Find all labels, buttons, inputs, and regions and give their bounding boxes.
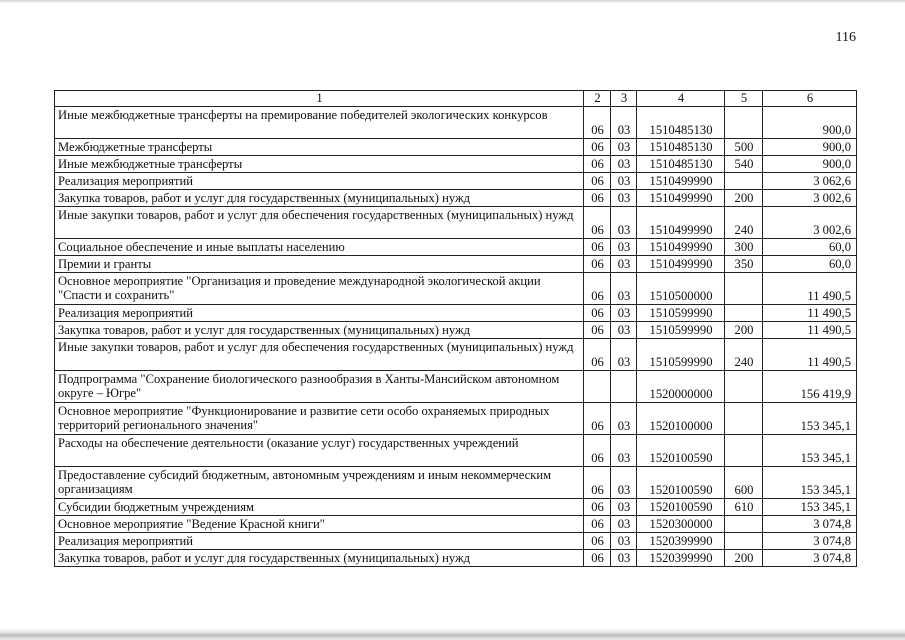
cell-expense-type: 240 <box>725 338 763 370</box>
table-row <box>55 466 857 498</box>
cell-expense-type <box>725 532 763 549</box>
cell-target-article: 1520300000 <box>637 515 725 532</box>
cell-description: Межбюджетные трансферты <box>55 138 584 155</box>
table-row <box>55 370 857 402</box>
cell-amount: 3 074,8 <box>763 532 857 549</box>
table-row <box>55 532 857 549</box>
cell-subsection: 03 <box>611 434 637 466</box>
cell-section: 06 <box>584 206 611 238</box>
cell-target-article: 1510500000 <box>637 272 725 304</box>
cell-subsection: 03 <box>611 138 637 155</box>
cell-expense-type: 350 <box>725 255 763 272</box>
cell-description: Закупка товаров, работ и услуг для государственных (муниципальных) нужд <box>55 549 584 566</box>
cell-amount: 900,0 <box>763 106 857 138</box>
cell-section: 06 <box>584 255 611 272</box>
cell-section: 06 <box>584 498 611 515</box>
cell-description: Иные закупки товаров, работ и услуг для обеспечения государственных (муниципальных) нужд <box>55 206 584 238</box>
header-col-6: 6 <box>763 91 857 107</box>
cell-expense-type <box>725 370 763 402</box>
table-row <box>55 138 857 155</box>
cell-target-article: 1510499990 <box>637 238 725 255</box>
cell-target-article: 1510485130 <box>637 138 725 155</box>
table-row <box>55 338 857 370</box>
table-row <box>55 498 857 515</box>
cell-subsection <box>611 370 637 402</box>
header-col-4: 4 <box>637 91 725 107</box>
cell-amount: 11 490,5 <box>763 272 857 304</box>
cell-subsection: 03 <box>611 321 637 338</box>
cell-section: 06 <box>584 532 611 549</box>
cell-expense-type: 610 <box>725 498 763 515</box>
cell-target-article: 1510499990 <box>637 189 725 206</box>
table-row <box>55 206 857 238</box>
page-number: 116 <box>835 30 856 45</box>
cell-description: Основное мероприятие "Организация и проведение международной экологической акции "Спасти и сохранить" <box>55 272 584 304</box>
table-row <box>55 238 857 255</box>
cell-section: 06 <box>584 515 611 532</box>
table-row <box>55 255 857 272</box>
cell-target-article: 1520000000 <box>637 370 725 402</box>
header-col-1: 1 <box>55 91 584 107</box>
cell-description: Основное мероприятие "Ведение Красной книги" <box>55 515 584 532</box>
cell-target-article: 1510499990 <box>637 255 725 272</box>
cell-description: Субсидии бюджетным учреждениям <box>55 498 584 515</box>
cell-expense-type <box>725 304 763 321</box>
cell-description: Реализация мероприятий <box>55 304 584 321</box>
cell-description: Социальное обеспечение и иные выплаты населению <box>55 238 584 255</box>
table-row <box>55 434 857 466</box>
cell-amount: 153 345,1 <box>763 402 857 434</box>
cell-amount: 11 490,5 <box>763 338 857 370</box>
cell-target-article: 1510499990 <box>637 206 725 238</box>
cell-expense-type <box>725 515 763 532</box>
cell-target-article: 1520100590 <box>637 434 725 466</box>
cell-expense-type: 300 <box>725 238 763 255</box>
cell-description: Закупка товаров, работ и услуг для государственных (муниципальных) нужд <box>55 321 584 338</box>
cell-target-article: 1520100590 <box>637 466 725 498</box>
header-col-2: 2 <box>584 91 611 107</box>
cell-description: Иные межбюджетные трансферты на премирование победителей экологических конкурсов <box>55 106 584 138</box>
cell-target-article: 1510599990 <box>637 321 725 338</box>
table-row <box>55 321 857 338</box>
table-row <box>55 155 857 172</box>
cell-subsection: 03 <box>611 338 637 370</box>
cell-expense-type: 200 <box>725 189 763 206</box>
cell-expense-type <box>725 434 763 466</box>
cell-target-article: 1510485130 <box>637 106 725 138</box>
cell-description: Иные закупки товаров, работ и услуг для обеспечения государственных (муниципальных) нужд <box>55 338 584 370</box>
cell-expense-type <box>725 106 763 138</box>
cell-amount: 3 062,6 <box>763 172 857 189</box>
cell-expense-type: 240 <box>725 206 763 238</box>
cell-section: 06 <box>584 321 611 338</box>
cell-subsection: 03 <box>611 238 637 255</box>
cell-subsection: 03 <box>611 155 637 172</box>
cell-amount: 153 345,1 <box>763 498 857 515</box>
cell-description: Расходы на обеспечение деятельности (оказание услуг) государственных учреждений <box>55 434 584 466</box>
cell-target-article: 1520100590 <box>637 498 725 515</box>
cell-expense-type <box>725 172 763 189</box>
cell-description: Закупка товаров, работ и услуг для государственных (муниципальных) нужд <box>55 189 584 206</box>
cell-subsection: 03 <box>611 515 637 532</box>
cell-section: 06 <box>584 272 611 304</box>
cell-subsection: 03 <box>611 255 637 272</box>
cell-description: Подпрограмма "Сохранение биологического разнообразия в Ханты-Мансийском автономном округе – Югре" <box>55 370 584 402</box>
scan-bottom-edge <box>0 628 905 640</box>
cell-description: Премии и гранты <box>55 255 584 272</box>
cell-description: Реализация мероприятий <box>55 532 584 549</box>
cell-section: 06 <box>584 434 611 466</box>
cell-subsection: 03 <box>611 304 637 321</box>
cell-section: 06 <box>584 189 611 206</box>
cell-description: Иные межбюджетные трансферты <box>55 155 584 172</box>
cell-section: 06 <box>584 238 611 255</box>
cell-amount: 3 002,6 <box>763 189 857 206</box>
cell-section: 06 <box>584 466 611 498</box>
cell-amount: 60,0 <box>763 255 857 272</box>
cell-amount: 3 074,8 <box>763 549 857 566</box>
cell-expense-type: 500 <box>725 138 763 155</box>
cell-amount: 156 419,9 <box>763 370 857 402</box>
cell-section: 06 <box>584 304 611 321</box>
cell-target-article: 1510599990 <box>637 338 725 370</box>
cell-target-article: 1510485130 <box>637 155 725 172</box>
cell-target-article: 1520100000 <box>637 402 725 434</box>
cell-section: 06 <box>584 549 611 566</box>
cell-subsection: 03 <box>611 498 637 515</box>
cell-section: 06 <box>584 338 611 370</box>
table-row <box>55 515 857 532</box>
cell-amount: 153 345,1 <box>763 466 857 498</box>
scan-top-edge <box>0 0 905 3</box>
table-row <box>55 304 857 321</box>
cell-subsection: 03 <box>611 272 637 304</box>
cell-expense-type <box>725 402 763 434</box>
table-row <box>55 189 857 206</box>
cell-subsection: 03 <box>611 172 637 189</box>
cell-section: 06 <box>584 138 611 155</box>
table-header-row <box>55 91 857 107</box>
cell-section: 06 <box>584 172 611 189</box>
cell-amount: 3 002,6 <box>763 206 857 238</box>
cell-expense-type: 540 <box>725 155 763 172</box>
cell-subsection: 03 <box>611 532 637 549</box>
cell-description: Предоставление субсидий бюджетным, автономным учреждениям и иным некоммерческим организациям <box>55 466 584 498</box>
cell-amount: 11 490,5 <box>763 304 857 321</box>
cell-section: 06 <box>584 155 611 172</box>
cell-expense-type: 200 <box>725 321 763 338</box>
cell-expense-type: 600 <box>725 466 763 498</box>
cell-section <box>584 370 611 402</box>
table-row <box>55 172 857 189</box>
cell-amount: 11 490,5 <box>763 321 857 338</box>
cell-subsection: 03 <box>611 466 637 498</box>
cell-expense-type <box>725 272 763 304</box>
cell-amount: 900,0 <box>763 138 857 155</box>
cell-section: 06 <box>584 402 611 434</box>
table-row <box>55 106 857 138</box>
cell-amount: 900,0 <box>763 155 857 172</box>
cell-subsection: 03 <box>611 206 637 238</box>
table-row <box>55 402 857 434</box>
cell-amount: 153 345,1 <box>763 434 857 466</box>
table-row <box>55 272 857 304</box>
budget-table <box>54 90 857 567</box>
cell-target-article: 1520399990 <box>637 532 725 549</box>
cell-description: Реализация мероприятий <box>55 172 584 189</box>
cell-subsection: 03 <box>611 549 637 566</box>
header-col-5: 5 <box>725 91 763 107</box>
header-col-3: 3 <box>611 91 637 107</box>
cell-subsection: 03 <box>611 106 637 138</box>
table-row <box>55 549 857 566</box>
cell-target-article: 1510599990 <box>637 304 725 321</box>
cell-amount: 3 074,8 <box>763 515 857 532</box>
cell-description: Основное мероприятие "Функционирование и развитие сети особо охраняемых природных территорий регионального значения" <box>55 402 584 434</box>
cell-subsection: 03 <box>611 402 637 434</box>
cell-subsection: 03 <box>611 189 637 206</box>
cell-expense-type: 200 <box>725 549 763 566</box>
cell-target-article: 1520399990 <box>637 549 725 566</box>
cell-amount: 60,0 <box>763 238 857 255</box>
cell-target-article: 1510499990 <box>637 172 725 189</box>
cell-section: 06 <box>584 106 611 138</box>
